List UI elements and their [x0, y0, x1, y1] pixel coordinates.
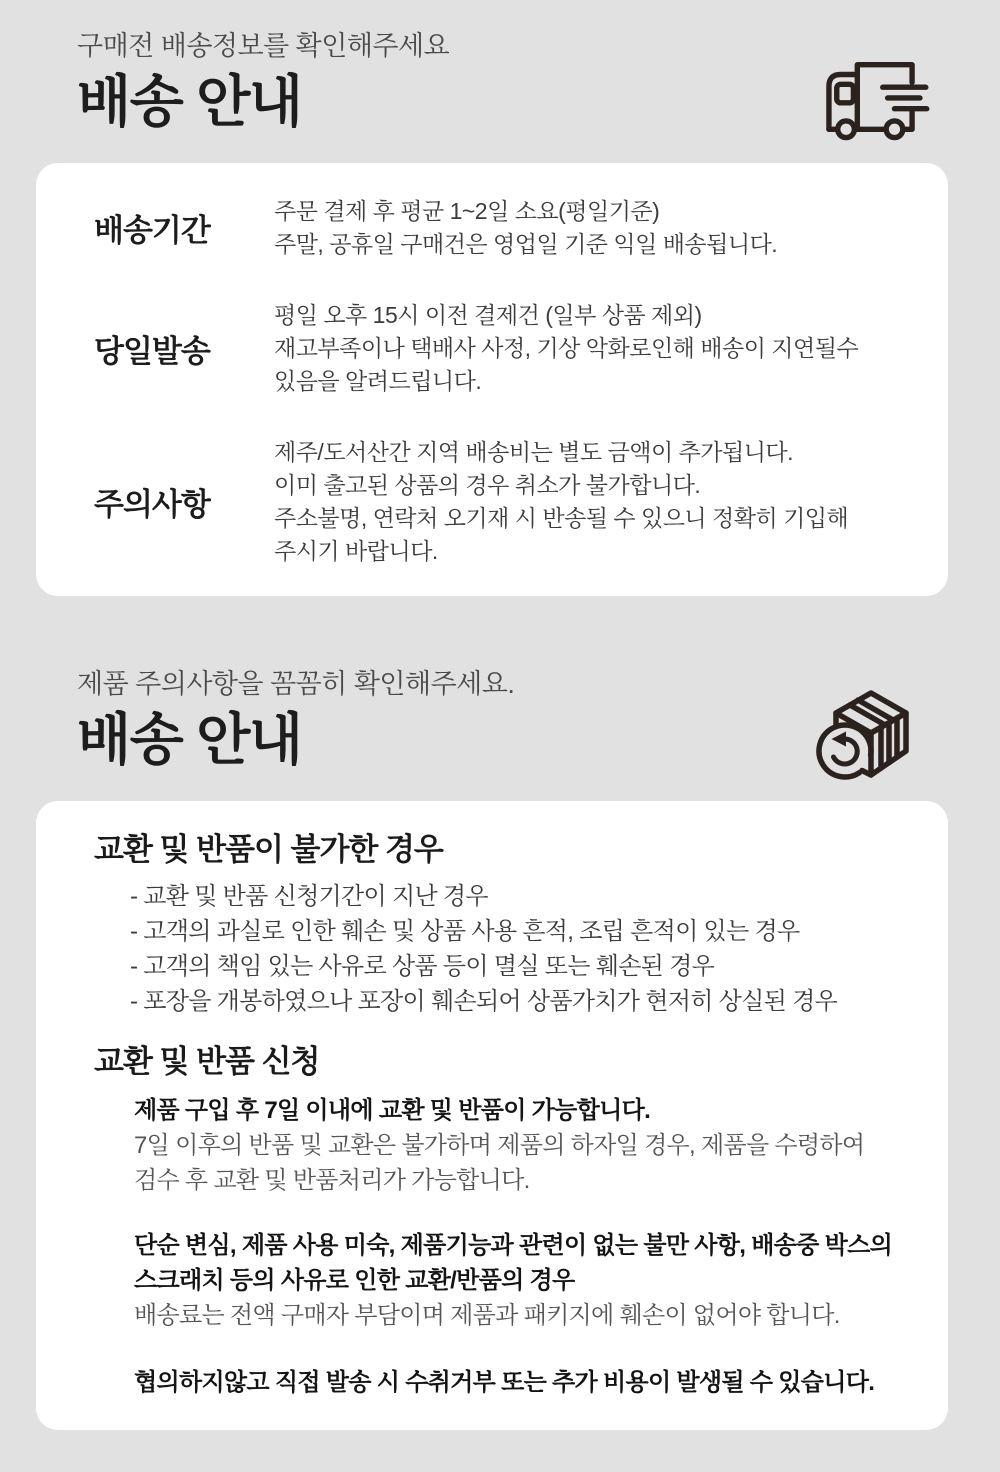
request-heading: 교환 및 반품 신청	[94, 1043, 320, 1079]
spacer	[134, 1198, 898, 1228]
bullet-item: - 교환 및 반품 신청기간이 지난 경우	[130, 882, 488, 910]
row-line: 주문 결제 후 평균 1~2일 소요(평일기준)	[274, 197, 660, 224]
shipping-row-label: 주의사항	[94, 487, 210, 523]
row-line: 주말, 공휴일 구매건은 영업일 기준 익일 배송됩니다.	[274, 230, 778, 257]
row-line: 제주/도서산간 지역 배송비는 별도 금액이 추가됩니다.	[274, 438, 794, 465]
spacer	[134, 1333, 898, 1365]
shipping-row-caution	[94, 436, 908, 568]
shipping-subtitle: 구매전 배송정보를 확인해주세요	[77, 31, 450, 61]
shipping-row-label: 당일발송	[94, 333, 210, 369]
shipping-title: 배송 안내	[77, 69, 302, 133]
request-lead-line: 7일 이후의 반품 및 교환은 불가하며 제품의 하자일 경우, 제품을 수령하여	[134, 1131, 865, 1159]
no-return-heading: 교환 및 반품이 불가한 경우	[94, 831, 443, 867]
shipping-row-sameday	[94, 299, 908, 398]
shipping-info-card	[36, 163, 948, 596]
row-line: 재고부족이나 택배사 사정, 기상 악화로인해 배송이 지연될수	[274, 334, 859, 361]
request-case-text: 배송료는 전액 구매자 부담이며 제품과 패키지에 훼손이 없어야 합니다.	[134, 1301, 840, 1329]
returns-subtitle: 제품 주의사항을 꼼꼼히 확인해주세요.	[77, 668, 515, 699]
request-case-bold-line: 스크래치 등의 사유로 인한 교환/반품의 경우	[134, 1266, 575, 1294]
request-lead-line: 검수 후 교환 및 반품처리가 가능합니다.	[134, 1166, 530, 1194]
returns-header	[0, 596, 1000, 773]
returns-title: 배송 안내	[77, 707, 302, 771]
request-notice-bold: 협의하지않고 직접 발송 시 수취거부 또는 추가 비용이 발생될 수 있습니다.	[134, 1368, 875, 1396]
shipping-row-content	[274, 195, 908, 261]
return-box-icon	[808, 686, 930, 788]
request-case-bold-line: 단순 변심, 제품 사용 미숙, 제품기능과 관련이 없는 불만 사항, 배송중 박스의	[134, 1231, 893, 1259]
row-line: 평일 오후 15시 이전 결제건 (일부 상품 제외)	[274, 301, 702, 328]
no-return-bullet-list	[94, 879, 898, 1019]
shipping-header	[0, 0, 1000, 135]
shipping-row-content	[274, 299, 908, 398]
request-lead-bold: 제품 구입 후 7일 이내에 교환 및 반품이 가능합니다.	[134, 1096, 651, 1124]
row-line: 이미 출고된 상품의 경우 취소가 불가합니다.	[274, 471, 701, 498]
shipping-row-label: 배송기간	[94, 213, 210, 249]
row-line: 주소불명, 연락처 오기재 시 반송될 수 있으니 정확히 기입해	[274, 504, 849, 531]
row-line: 있음을 알려드립니다.	[274, 367, 482, 394]
bullet-item: - 포장을 개봉하였으나 포장이 훼손되어 상품가치가 현저히 상실된 경우	[130, 987, 838, 1015]
truck-icon	[812, 52, 930, 142]
shipping-row-period	[94, 195, 908, 261]
returns-policy-card	[36, 801, 948, 1430]
row-line: 주시기 바랍니다.	[274, 537, 438, 564]
request-body	[94, 1093, 898, 1400]
bullet-item: - 고객의 책임 있는 사유로 상품 등이 멸실 또는 훼손된 경우	[130, 952, 715, 980]
shipping-row-content	[274, 436, 908, 568]
bullet-item: - 고객의 과실로 인한 훼손 및 상품 사용 흔적, 조립 흔적이 있는 경우	[130, 917, 800, 945]
